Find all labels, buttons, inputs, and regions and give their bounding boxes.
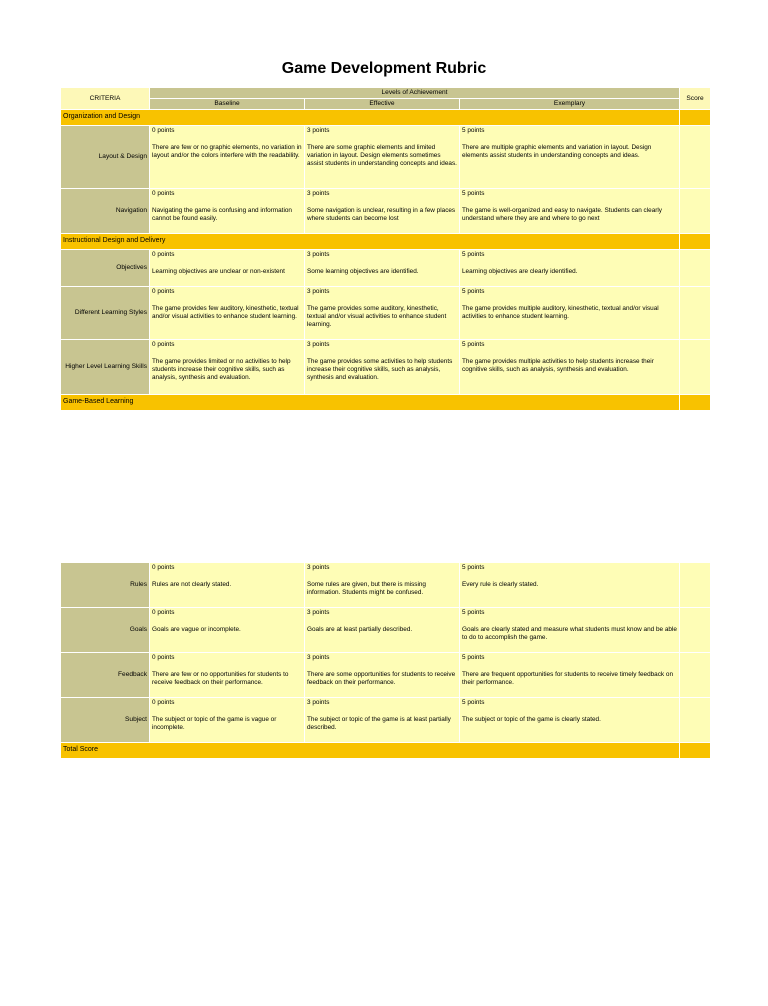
criterion-learning-styles: Different Learning Styles <box>61 287 149 339</box>
description: There are few or no graphic elements, no variation in layout and/or the colors interfere with the readability. <box>152 144 302 160</box>
description: The game provides some auditory, kinesthetic, textual and/or visual activities to enhance student learning. <box>307 304 447 328</box>
criterion-layout-design: Layout & Design <box>61 126 149 188</box>
criterion-subject: Subject <box>61 698 149 742</box>
table-row <box>61 653 710 697</box>
exemplary-cell <box>460 287 679 339</box>
description: There are some opportunities for students to receive feedback on their performance. <box>307 671 456 686</box>
effective-cell <box>305 698 459 742</box>
section-score-cell <box>680 395 710 410</box>
points-label: 3 points <box>307 287 330 295</box>
description: The game provides multiple auditory, kinesthetic, textual and/or visual activities to enhance student learning. <box>462 304 659 320</box>
description: Some rules are given, but there is missing information. Students might be confused. <box>307 581 426 596</box>
score-cell <box>680 126 710 188</box>
description: Learning objectives are clearly identified. <box>462 267 578 275</box>
description: The subject or topic of the game is at least partially described. <box>307 716 451 731</box>
baseline-cell <box>150 608 304 652</box>
points-label: 0 points <box>152 654 175 661</box>
points-label: 3 points <box>307 564 330 571</box>
table-row <box>61 287 710 339</box>
points-label: 5 points <box>462 609 485 616</box>
description: There are some graphic elements and limited variation in layout. Design elements sometimes assist students in understanding concepts and ideas. <box>307 144 457 168</box>
baseline-cell <box>150 287 304 339</box>
total-score-cell <box>680 743 710 758</box>
exemplary-header: Exemplary <box>460 99 679 109</box>
table-row <box>61 698 710 742</box>
criterion-feedback: Feedback <box>61 653 149 697</box>
baseline-cell <box>150 189 304 233</box>
baseline-cell <box>150 126 304 188</box>
points-label: 5 points <box>462 250 485 258</box>
baseline-cell <box>150 340 304 394</box>
points-label: 0 points <box>152 699 175 706</box>
description: The subject or topic of the game is vague or incomplete. <box>152 716 277 731</box>
exemplary-cell <box>460 250 679 286</box>
description: Navigating the game is confusing and information cannot be found easily. <box>152 207 292 223</box>
effective-cell <box>305 608 459 652</box>
baseline-cell <box>150 563 304 607</box>
table-row <box>61 340 710 394</box>
rubric-table-bottom <box>60 562 711 759</box>
score-cell <box>680 698 710 742</box>
section-organization-design: Organization and Design <box>61 110 679 125</box>
table-row <box>61 189 710 233</box>
score-cell <box>680 287 710 339</box>
exemplary-cell <box>460 608 679 652</box>
criterion-navigation: Navigation <box>61 189 149 233</box>
section-score-cell <box>680 110 710 125</box>
points-label: 3 points <box>307 654 330 661</box>
points-label: 3 points <box>307 250 330 258</box>
effective-cell <box>305 563 459 607</box>
table-row <box>61 608 710 652</box>
baseline-cell <box>150 698 304 742</box>
description: Every rule is clearly stated. <box>462 581 539 588</box>
baseline-cell <box>150 250 304 286</box>
points-label: 0 points <box>152 127 175 135</box>
points-label: 0 points <box>152 609 175 616</box>
exemplary-cell <box>460 340 679 394</box>
description: There are few or no opportunities for students to receive feedback on their performance. <box>152 671 289 686</box>
criterion-rules: Rules <box>61 563 149 607</box>
criterion-objectives: Objectives <box>61 250 149 286</box>
score-cell <box>680 250 710 286</box>
criterion-higher-level-skills: Higher Level Learning Skills <box>61 340 149 394</box>
points-label: 3 points <box>307 699 330 706</box>
effective-cell <box>305 340 459 394</box>
description: Rules are not clearly stated. <box>152 581 232 588</box>
description: Learning objectives are unclear or non-existent <box>152 267 285 275</box>
table-row <box>61 563 710 607</box>
table-row <box>61 250 710 286</box>
points-label: 3 points <box>307 190 330 198</box>
points-label: 3 points <box>307 609 330 616</box>
points-label: 0 points <box>152 564 175 571</box>
section-instructional-design: Instructional Design and Delivery <box>61 234 679 249</box>
points-label: 5 points <box>462 287 485 295</box>
baseline-cell <box>150 653 304 697</box>
effective-header: Effective <box>305 99 459 109</box>
score-cell <box>680 608 710 652</box>
criteria-header: CRITERIA <box>61 88 149 109</box>
levels-header: Levels of Achievement <box>150 88 679 98</box>
points-label: 5 points <box>462 340 485 348</box>
points-label: 5 points <box>462 654 485 661</box>
exemplary-cell <box>460 698 679 742</box>
effective-cell <box>305 126 459 188</box>
points-label: 5 points <box>462 127 485 135</box>
description: Goals are at least partially described. <box>307 626 413 633</box>
points-label: 0 points <box>152 190 175 198</box>
effective-cell <box>305 189 459 233</box>
description: There are frequent opportunities for students to receive timely feedback on their performance. <box>462 671 674 686</box>
score-cell <box>680 563 710 607</box>
rubric-table-top <box>60 87 711 411</box>
points-label: 0 points <box>152 287 175 295</box>
score-cell <box>680 653 710 697</box>
section-score-cell <box>680 234 710 249</box>
description: The game provides limited or no activities to help students increase their cognitive skills, such as analysis, synthesis and evaluation. <box>152 357 291 381</box>
exemplary-cell <box>460 189 679 233</box>
page-title: Game Development Rubric <box>281 60 487 77</box>
description: There are multiple graphic elements and variation in layout. Design elements assist students in understanding concepts and ideas. <box>462 144 652 160</box>
score-cell <box>680 189 710 233</box>
points-label: 5 points <box>462 564 485 571</box>
points-label: 3 points <box>307 340 330 348</box>
description: Goals are clearly stated and measure what students must know and be able to do to accomplish the game. <box>462 626 677 641</box>
effective-cell <box>305 653 459 697</box>
description: The game is well-organized and easy to navigate. Students can clearly understand where they are and where to go next <box>462 207 662 223</box>
points-label: 3 points <box>307 127 330 135</box>
total-score-row: Total Score <box>61 743 679 758</box>
description: Some navigation is unclear, resulting in a few places where students can become lost <box>307 207 456 223</box>
exemplary-cell <box>460 126 679 188</box>
table-row <box>61 126 710 188</box>
exemplary-cell <box>460 563 679 607</box>
points-label: 5 points <box>462 190 485 198</box>
section-game-based-learning: Game-Based Learning <box>61 395 679 410</box>
points-label: 5 points <box>462 699 485 706</box>
score-cell <box>680 340 710 394</box>
exemplary-cell <box>460 653 679 697</box>
description: The game provides few auditory, kinesthetic, textual and/or visual activities to enhance student learning. <box>152 304 299 320</box>
points-label: 0 points <box>152 340 175 348</box>
description: The subject or topic of the game is clearly stated. <box>462 716 601 723</box>
points-label: 0 points <box>152 250 175 258</box>
description: Goals are vague or incomplete. <box>152 626 241 633</box>
effective-cell <box>305 250 459 286</box>
baseline-header: Baseline <box>150 99 304 109</box>
description: The game provides multiple activities to help students increase their cognitive skills, such as analysis, synthesis and evaluation. <box>462 357 654 373</box>
description: Some learning objectives are identified. <box>307 267 419 275</box>
criterion-goals: Goals <box>61 608 149 652</box>
effective-cell <box>305 287 459 339</box>
description: The game provides some activities to help students increase their cognitive skills, such as analysis, synthesis and evaluation. <box>307 357 453 381</box>
score-header: Score <box>680 88 710 109</box>
